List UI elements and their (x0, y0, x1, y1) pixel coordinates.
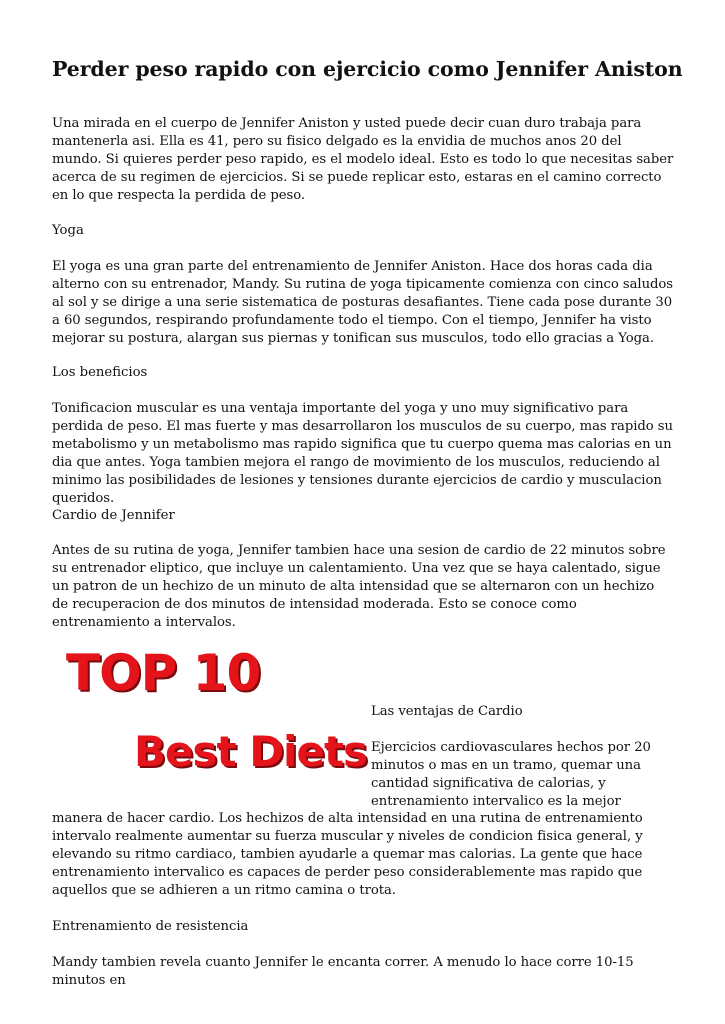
ventajas-paragraph: Ejercicios cardiovasculares hechos por 20 minutos o mas en un tramo, quemar una cantidad significativa de calorias, y entrenamiento intervalico es la mejor manera de hacer cardio. Los hechizos de alta intensidad en una rutina de entrenamiento intervalo realmente aumentar su fuerza muscular y niveles de condicion fisica general, y elevando su ritmo cardiaco, tambien ayudarle a quemar mas calorias. La gente que hace entrenamiento intervalico es capaces de perder peso considerablemente mas rapido que aquellos que se adhieren a un ritmo camina o trota. (52, 739, 651, 899)
section-heading-ventajas: Las ventajas de Cardio (371, 704, 523, 719)
yoga-paragraph: El yoga es una gran parte del entrenamiento de Jennifer Aniston. Hace dos horas cada dia alterno con su entrenador, Mandy. Su rutina de yoga tipicamente comienza con cinco saludos al sol y se dirige a una serie sistematica de posturas desafiantes. Tiene cada pose durante 30 a 60 segundos, respirando profundamente todo el tiempo. Con el tiempo, Jennifer ha visto mejorar su postura, alargan sus piernas y tonifican sus musculos, todo ello gracias a Yoga. (52, 259, 674, 346)
intro-paragraph: Una mirada en el cuerpo de Jennifer Aniston y usted puede decir cuan duro trabaja para mantenerla asi. Ella es 41, pero su fisico delgado es la envidia de muchos anos 20 del mundo. Si quieres perder peso rapido, es el modelo ideal. Esto es todo lo que necesitas saber acerca de su regimen de ejercicios. Si se puede replicar esto, estaras en el camino correcto en lo que respecta la perdida de peso. (52, 116, 674, 203)
section-heading-beneficios: Los beneficios (52, 365, 148, 380)
page-title: Perder peso rapido con ejercicio como Jennifer Aniston (52, 57, 683, 81)
cardio-paragraph: Antes de su rutina de yoga, Jennifer tambien hace una sesion de cardio de 22 minutos sobre su entrenador eliptico, que incluye un calentamiento. Una vez que se haya calentado, sigue un patron de un hechizo de un minuto de alta intensidad que se alternaron con un hechizo de recuperacion de dos minutos de intensidad moderada. Esto se conoce como entrenamiento a intervalos. (52, 543, 666, 630)
section-heading-resistencia: Entrenamiento de resistencia (52, 918, 249, 934)
cardio-advantages-section (52, 639, 674, 989)
resistencia-paragraph: Mandy tambien revela cuanto Jennifer le encanta correr. A menudo lo hace corre 10-15 minutos en (52, 954, 634, 988)
ad-top10-text: TOP 10 (66, 644, 261, 702)
ad-best-diets-text: Best Diets (134, 727, 368, 776)
top10-best-diets-banner[interactable] (52, 639, 368, 802)
beneficios-paragraph: Tonificacion muscular es una ventaja importante del yoga y uno muy significativo para perdida de peso. El mas fuerte y mas desarrollaron los musculos de su cuerpo, mas rapido su metabolismo y un metabolismo mas rapido significa que tu cuerpo quema mas calorias en un dia que antes. Yoga tambien mejora el rango de movimiento de los musculos, reduciendo al minimo las posibilidades de lesiones y tensiones durante ejercicios de cardio y musculacion queridos. (52, 401, 673, 506)
section-heading-cardio: Cardio de Jennifer (52, 508, 175, 523)
section-heading-yoga: Yoga (52, 223, 84, 238)
